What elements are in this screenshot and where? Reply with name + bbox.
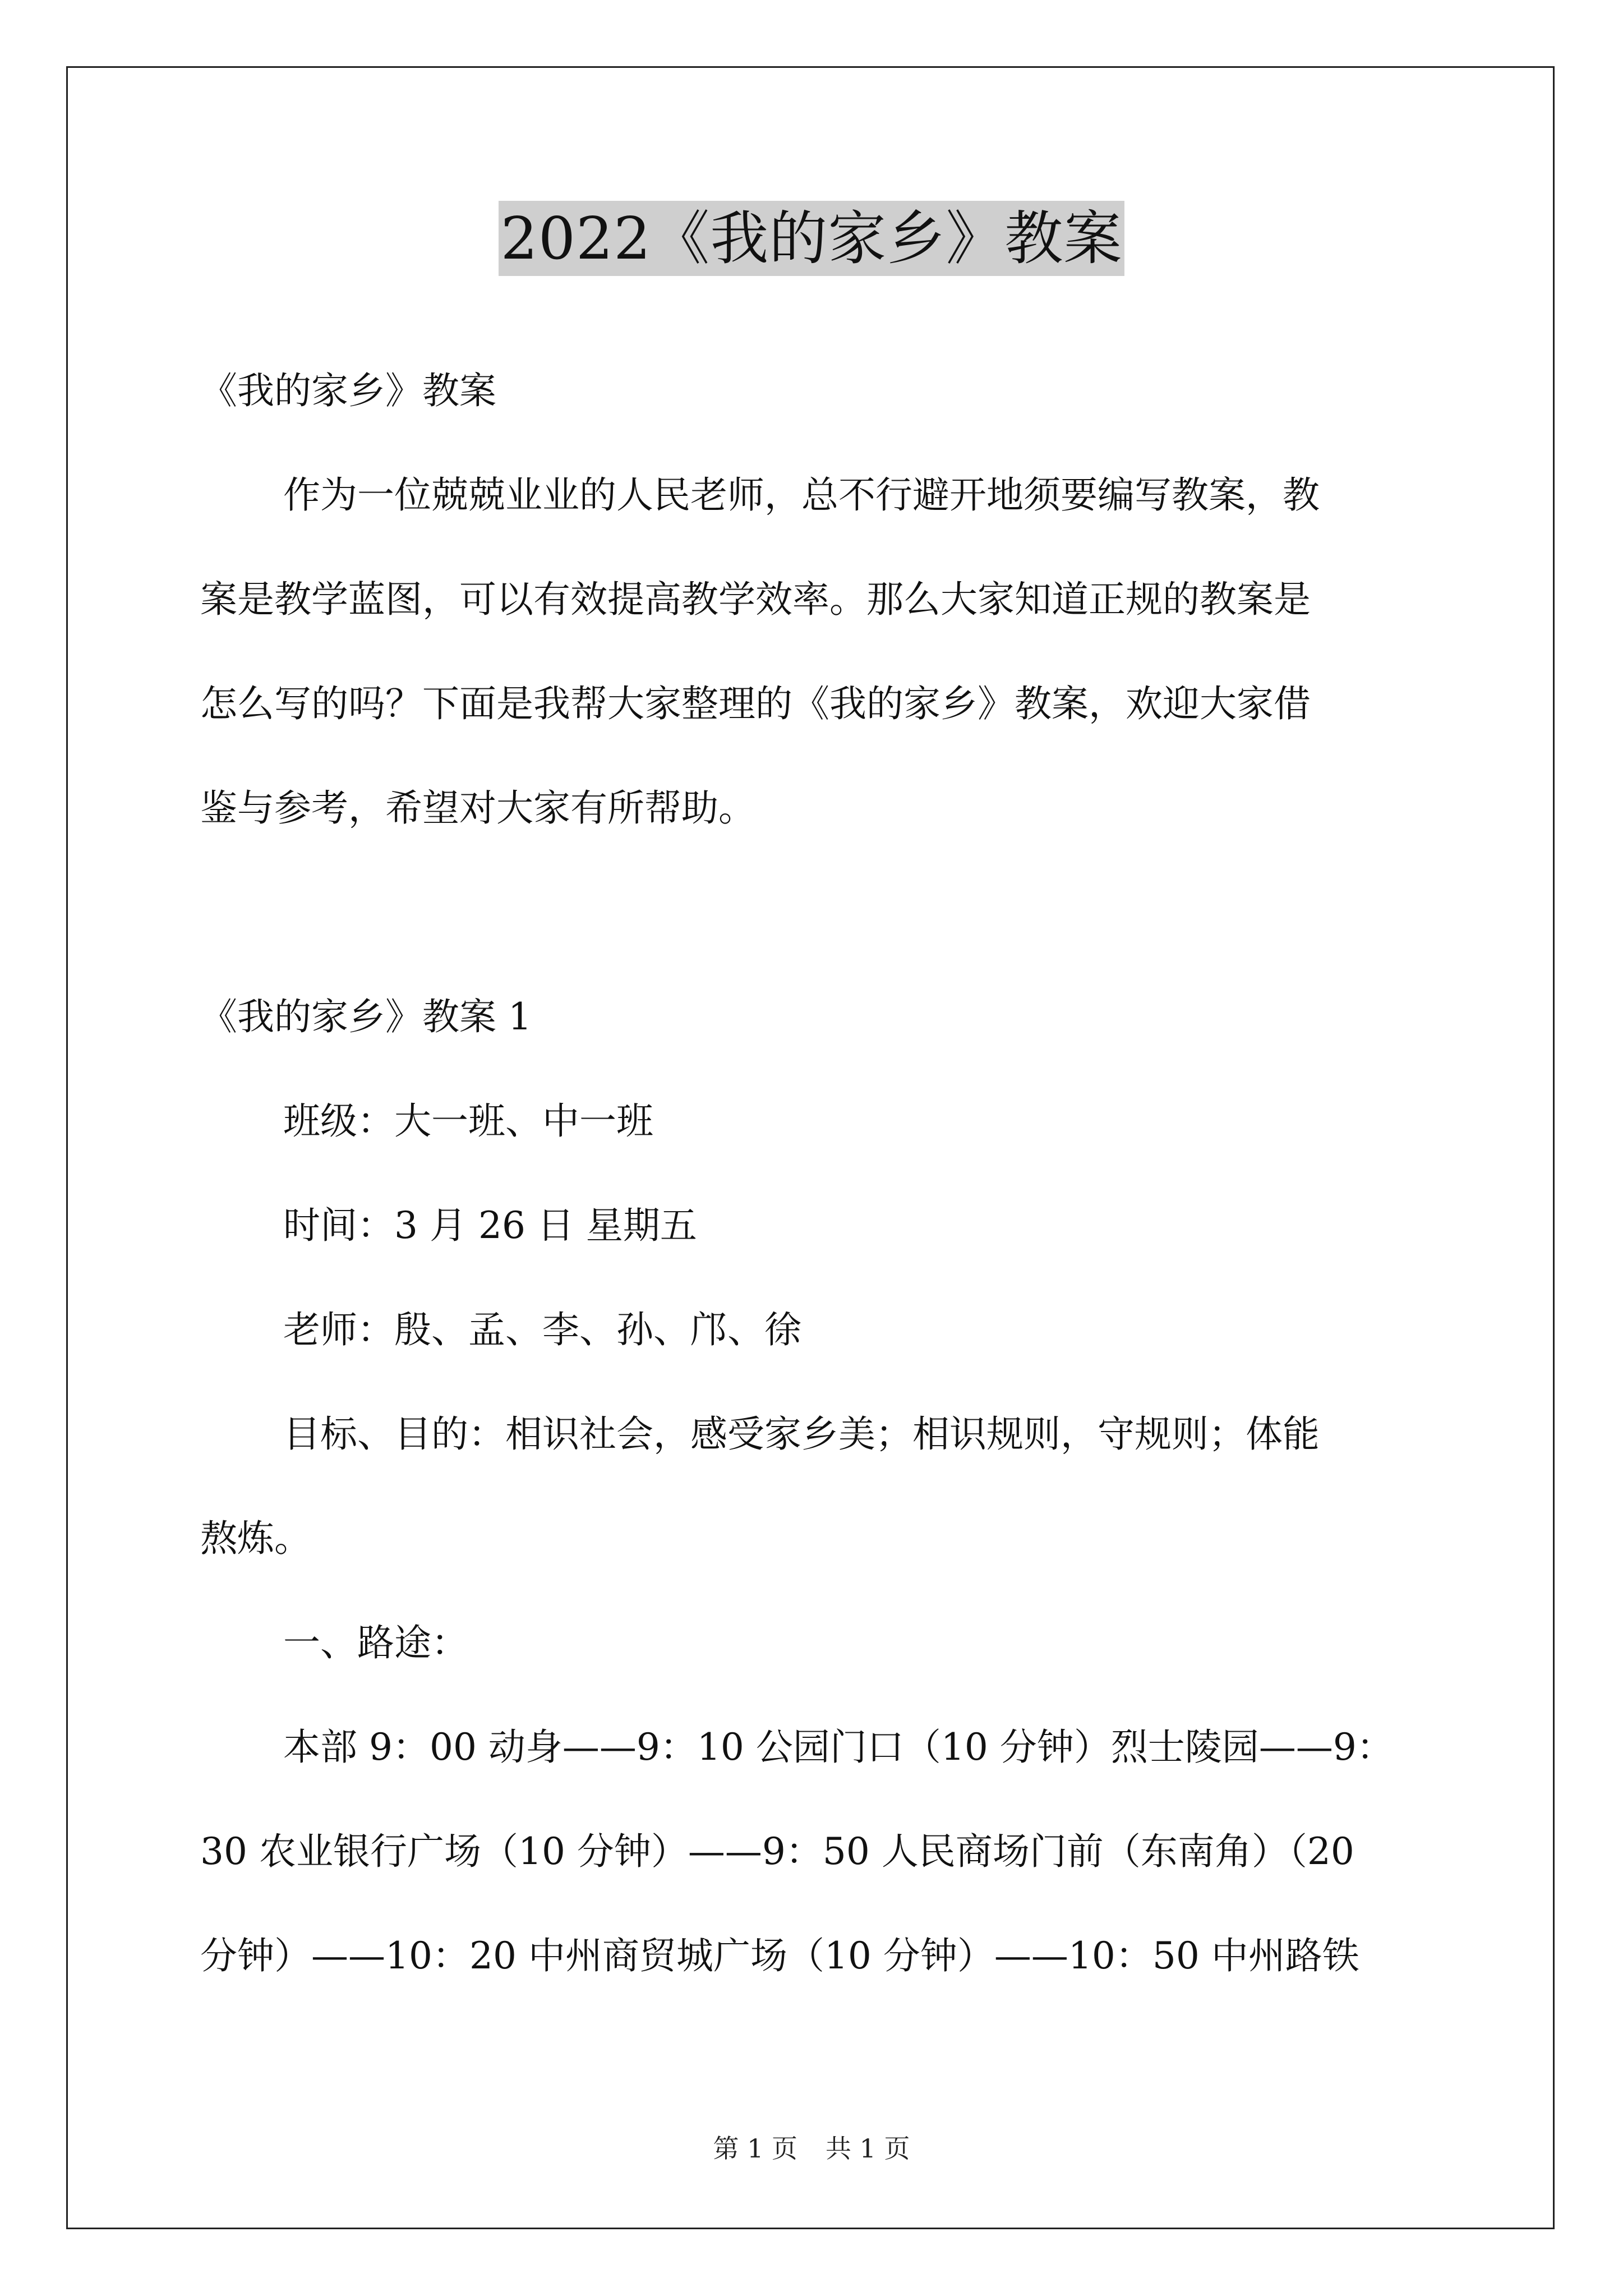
blank-line <box>200 861 1424 965</box>
route-line-2: 30 农业银行广场（10 分钟）——9：50 人民商场门前（东南角）（20 <box>200 1830 1354 1873</box>
title-container <box>0 201 1623 276</box>
route-line-1: 本部 9：00 动身——9：10 公园门口（10 分钟）烈士陵园——9： <box>283 1726 1394 1769</box>
route-heading: 一、路途： <box>283 1621 468 1664</box>
intro-line-2: 案是教学蓝图，可以有效提高教学效率。那么大家知道正规的教案是 <box>200 578 1311 621</box>
goal-line-2: 熬炼。 <box>200 1517 311 1560</box>
page-footer <box>0 2132 1623 2165</box>
teacher-line: 老师：殷、孟、李、孙、邝、徐 <box>283 1308 801 1351</box>
document-title: 2022《我的家乡》教案 <box>499 201 1125 276</box>
time-line: 时间：3 月 26 日 星期五 <box>283 1204 697 1247</box>
goal-line-1: 目标、目的：相识社会，感受家乡美；相识规则，守规则；体能 <box>283 1412 1320 1456</box>
intro-line-3: 怎么写的吗？下面是我帮大家整理的《我的家乡》教案，欢迎大家借 <box>200 682 1311 725</box>
page-total: 共 1 页 <box>826 2133 910 2164</box>
document-body <box>200 339 1424 2008</box>
intro-line-1: 作为一位兢兢业业的人民老师，总不行避开地须要编写教案，教 <box>283 473 1320 517</box>
class-line: 班级：大一班、中一班 <box>283 1099 653 1143</box>
subtitle: 《我的家乡》教案 <box>200 369 496 412</box>
route-line-3: 分钟）——10：20 中州商贸城广场（10 分钟）——10：50 中州路铁 <box>200 1934 1359 1977</box>
intro-line-4: 鉴与参考，希望对大家有所帮助。 <box>200 786 755 830</box>
section-heading: 《我的家乡》教案 1 <box>200 995 532 1038</box>
page-number: 第 1 页 <box>713 2133 797 2164</box>
